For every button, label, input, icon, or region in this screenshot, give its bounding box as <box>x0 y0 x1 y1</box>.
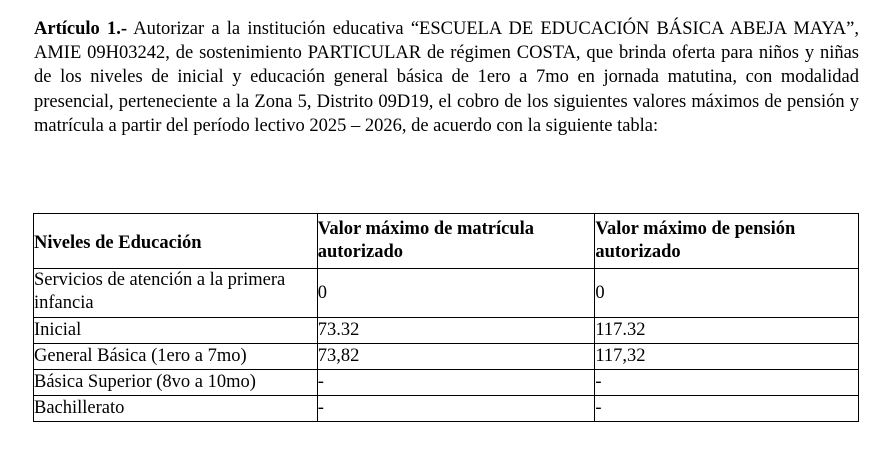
fees-table <box>33 213 859 422</box>
row-level: Servicios de atención a la primera infancia <box>34 269 318 318</box>
table-row <box>34 370 859 396</box>
article-paragraph <box>34 17 859 138</box>
row-level: Inicial <box>34 318 318 344</box>
row-pension: 117,32 <box>595 344 859 370</box>
row-enrollment: 73,82 <box>317 344 595 370</box>
row-pension: 0 <box>595 269 859 318</box>
row-level: Bachillerato <box>34 396 318 422</box>
header-enrollment: Valor máximo de matrícula autorizado <box>317 214 595 269</box>
header-pension: Valor máximo de pensión autorizado <box>595 214 859 269</box>
table-row <box>34 318 859 344</box>
table-row <box>34 344 859 370</box>
header-level: Niveles de Educación <box>34 214 318 269</box>
row-enrollment: - <box>317 396 595 422</box>
row-level: General Básica (1ero a 7mo) <box>34 344 318 370</box>
row-enrollment: 0 <box>317 269 595 318</box>
row-enrollment: 73.32 <box>317 318 595 344</box>
article-body: Autorizar a la institución educativa “ESCUELA DE EDUCACIÓN BÁSICA ABEJA MAYA”, AMIE 09H03242, de sostenimiento PARTICULAR de régimen COSTA, que brinda oferta para niños y niñas de los niveles de inicial y educación general básica de 1ero a 7mo en jornada matutina, con modalidad presencial, perteneciente a la Zona 5, Distrito 09D19, el cobro de los siguientes valores máximos de pensión y matrícula a partir del período lectivo 2025 – 2026, de acuerdo con la siguiente tabla: <box>34 19 859 136</box>
table-header-row <box>34 214 859 269</box>
table-row <box>34 269 859 318</box>
article-lead: Artículo 1.- <box>34 19 128 39</box>
row-pension: 117.32 <box>595 318 859 344</box>
row-pension: - <box>595 396 859 422</box>
table-row <box>34 396 859 422</box>
row-pension: - <box>595 370 859 396</box>
row-enrollment: - <box>317 370 595 396</box>
row-level: Básica Superior (8vo a 10mo) <box>34 370 318 396</box>
